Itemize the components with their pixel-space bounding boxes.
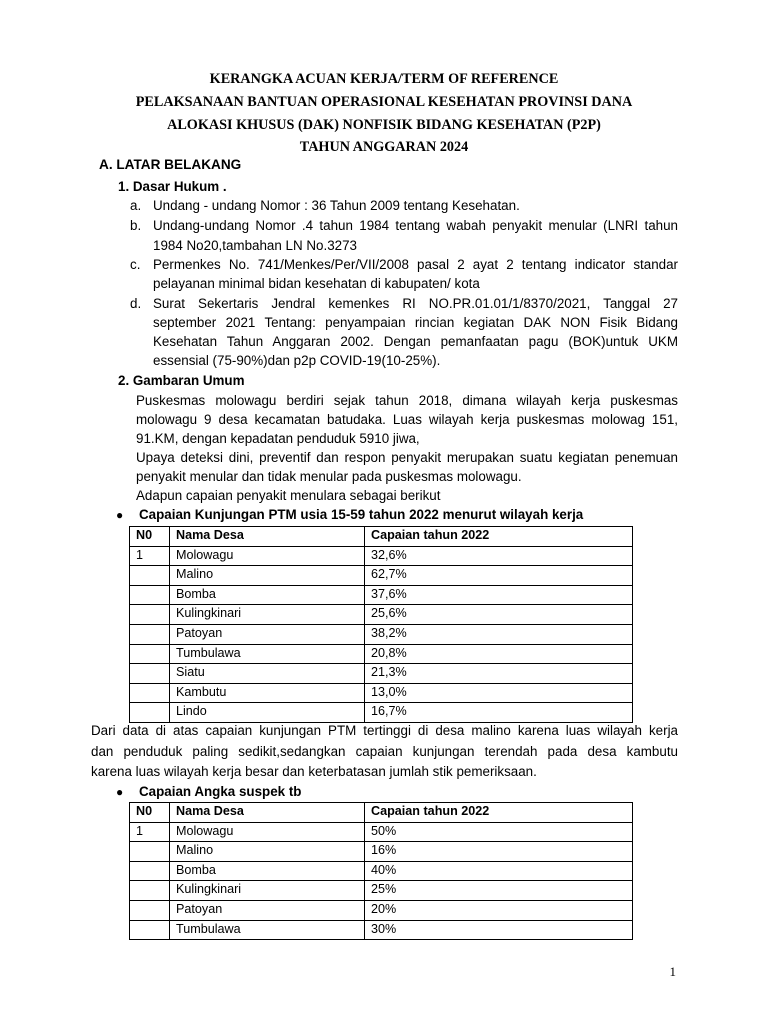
paragraph-line: karena luas wilayah kerja besar dan keterbatasan jumlah stik pemeriksaan. — [91, 764, 537, 779]
cell-desa: Tumbulawa — [170, 644, 365, 664]
cell-desa: Tumbulawa — [170, 920, 365, 940]
list-letter: a. — [130, 198, 142, 213]
table1-title: Capaian Kunjungan PTM usia 15-59 tahun 2022 menurut wilayah kerja — [139, 507, 584, 522]
cell-capaian: 21,3% — [365, 664, 633, 684]
table-row — [130, 644, 633, 664]
paragraph-line: Adapun capaian penyakit menulara sebagai berikut — [136, 488, 441, 503]
cell-no — [130, 683, 170, 703]
doc-title-line-3: ALOKASI KHUSUS (DAK) NONFISIK BIDANG KESEHATAN (P2P) — [167, 117, 601, 133]
cell-capaian: 20% — [365, 900, 633, 920]
cell-capaian: 62,7% — [365, 566, 633, 586]
cell-no — [130, 605, 170, 625]
table-row — [130, 546, 633, 566]
column-header-nama-desa: Nama Desa — [170, 527, 365, 547]
cell-capaian: 30% — [365, 920, 633, 940]
cell-no — [130, 585, 170, 605]
cell-capaian: 25% — [365, 881, 633, 901]
list-item-text: pelayanan minimal bidan kesehatan di kabupaten/ kota — [153, 276, 480, 291]
list-letter: b. — [130, 218, 142, 233]
cell-capaian: 25,6% — [365, 605, 633, 625]
paragraph-line: Upaya deteksi dini, preventif dan respon penyakit merupakan suatu kegiatan penemuan — [136, 450, 678, 465]
list-item-text: Undang-undang Nomor .4 tahun 1984 tentang wabah penyakit menular (LNRI tahun — [153, 218, 678, 233]
doc-title-line-2: PELAKSANAAN BANTUAN OPERASIONAL KESEHATAN PROVINSI DANA — [135, 94, 633, 110]
cell-desa: Bomba — [170, 861, 365, 881]
cell-no — [130, 703, 170, 723]
paragraph-line: dan penduduk paling sedikit,sedangkan capaian kunjungan terendah pada desa kambutu — [91, 744, 678, 759]
cell-desa: Lindo — [170, 703, 365, 723]
cell-capaian: 20,8% — [365, 644, 633, 664]
list-letter: d. — [130, 296, 142, 311]
cell-desa: Malino — [170, 566, 365, 586]
paragraph-line: 91.KM, dengan kepadatan penduduk 5910 jiwa, — [136, 431, 420, 446]
cell-no — [130, 920, 170, 940]
table-row — [130, 881, 633, 901]
table-row — [130, 624, 633, 644]
column-header-nama-desa: Nama Desa — [170, 803, 365, 823]
table-row — [130, 900, 633, 920]
bullet-icon: ● — [116, 785, 124, 799]
table-row — [130, 842, 633, 862]
table-capaian-kunjungan-ptm — [129, 526, 633, 723]
cell-no: 1 — [130, 822, 170, 842]
page-number: 1 — [669, 964, 676, 979]
cell-desa: Molowagu — [170, 546, 365, 566]
cell-no — [130, 624, 170, 644]
cell-no — [130, 861, 170, 881]
list-item-text: Permenkes No. 741/Menkes/Per/VII/2008 pasal 2 ayat 2 tentang indicator standar — [153, 257, 678, 272]
table2-title: Capaian Angka suspek tb — [139, 784, 302, 799]
table-row — [130, 861, 633, 881]
list-item-text: Undang - undang Nomor : 36 Tahun 2009 tentang Kesehatan. — [153, 198, 520, 213]
subsection-heading-gambaran-umum: 2. Gambaran Umum — [118, 373, 245, 388]
table-row — [130, 822, 633, 842]
table-capaian-suspek-tb — [129, 802, 633, 940]
list-item-text: september 2021 Tentang: penyampaian rincian kegiatan DAK NON Fisik Bidang — [153, 315, 678, 330]
cell-desa: Patoyan — [170, 900, 365, 920]
cell-desa: Kulingkinari — [170, 605, 365, 625]
cell-capaian: 50% — [365, 822, 633, 842]
list-item-text: Surat Sekertaris Jendral kemenkes RI NO.PR.01.01/1/8370/2021, Tanggal 27 — [153, 296, 678, 311]
column-header-capaian: Capaian tahun 2022 — [365, 527, 633, 547]
paragraph-line: molowagu 9 desa kecamatan batudaka. Luas wilayah kerja puskesmas molowag 151, — [136, 412, 678, 427]
cell-capaian: 32,6% — [365, 546, 633, 566]
table-row — [130, 585, 633, 605]
column-header-no: N0 — [130, 803, 170, 823]
table-row — [130, 664, 633, 684]
cell-desa: Molowagu — [170, 822, 365, 842]
cell-capaian: 13,0% — [365, 683, 633, 703]
cell-desa: Bomba — [170, 585, 365, 605]
cell-desa: Kulingkinari — [170, 881, 365, 901]
cell-desa: Patoyan — [170, 624, 365, 644]
cell-no — [130, 842, 170, 862]
doc-title-line-1: KERANGKA ACUAN KERJA/TERM OF REFERENCE — [209, 71, 559, 87]
cell-no — [130, 900, 170, 920]
cell-no — [130, 644, 170, 664]
cell-desa: Malino — [170, 842, 365, 862]
cell-capaian: 16% — [365, 842, 633, 862]
cell-capaian: 38,2% — [365, 624, 633, 644]
cell-desa: Siatu — [170, 664, 365, 684]
paragraph-line: Puskesmas molowagu berdiri sejak tahun 2018, dimana wilayah kerja puskesmas — [136, 393, 678, 408]
cell-capaian: 37,6% — [365, 585, 633, 605]
table-row — [130, 566, 633, 586]
bullet-icon: ● — [116, 508, 124, 522]
doc-title-line-4: TAHUN ANGGARAN 2024 — [299, 139, 469, 155]
column-header-capaian: Capaian tahun 2022 — [365, 803, 633, 823]
list-item-text: essensial (75-90%)dan p2p COVID-19(10-25%). — [153, 353, 441, 368]
cell-no — [130, 664, 170, 684]
section-heading: A. LATAR BELAKANG — [99, 157, 242, 172]
table-row — [130, 920, 633, 940]
table-header-row — [130, 803, 633, 823]
paragraph-line: penyakit menular dan tidak menular pada puskesmas molowagu. — [136, 469, 522, 484]
paragraph-line: Dari data di atas capaian kunjungan PTM tertinggi di desa malino karena luas wilayah kerja — [91, 723, 678, 738]
subsection-heading-dasar-hukum: 1. Dasar Hukum . — [118, 179, 227, 194]
cell-capaian: 40% — [365, 861, 633, 881]
cell-no — [130, 566, 170, 586]
cell-no — [130, 881, 170, 901]
list-item-text: Kesehatan Tahun Anggaran 2002. Dengan pemanfaatan pagu (BOK)untuk UKM — [153, 334, 678, 349]
table-row — [130, 605, 633, 625]
cell-capaian: 16,7% — [365, 703, 633, 723]
table-row — [130, 683, 633, 703]
cell-desa: Kambutu — [170, 683, 365, 703]
list-item-text: 1984 No20,tambahan LN No.3273 — [153, 238, 357, 253]
list-letter: c. — [130, 257, 141, 272]
column-header-no: N0 — [130, 527, 170, 547]
table-row — [130, 703, 633, 723]
table-header-row — [130, 527, 633, 547]
cell-no: 1 — [130, 546, 170, 566]
